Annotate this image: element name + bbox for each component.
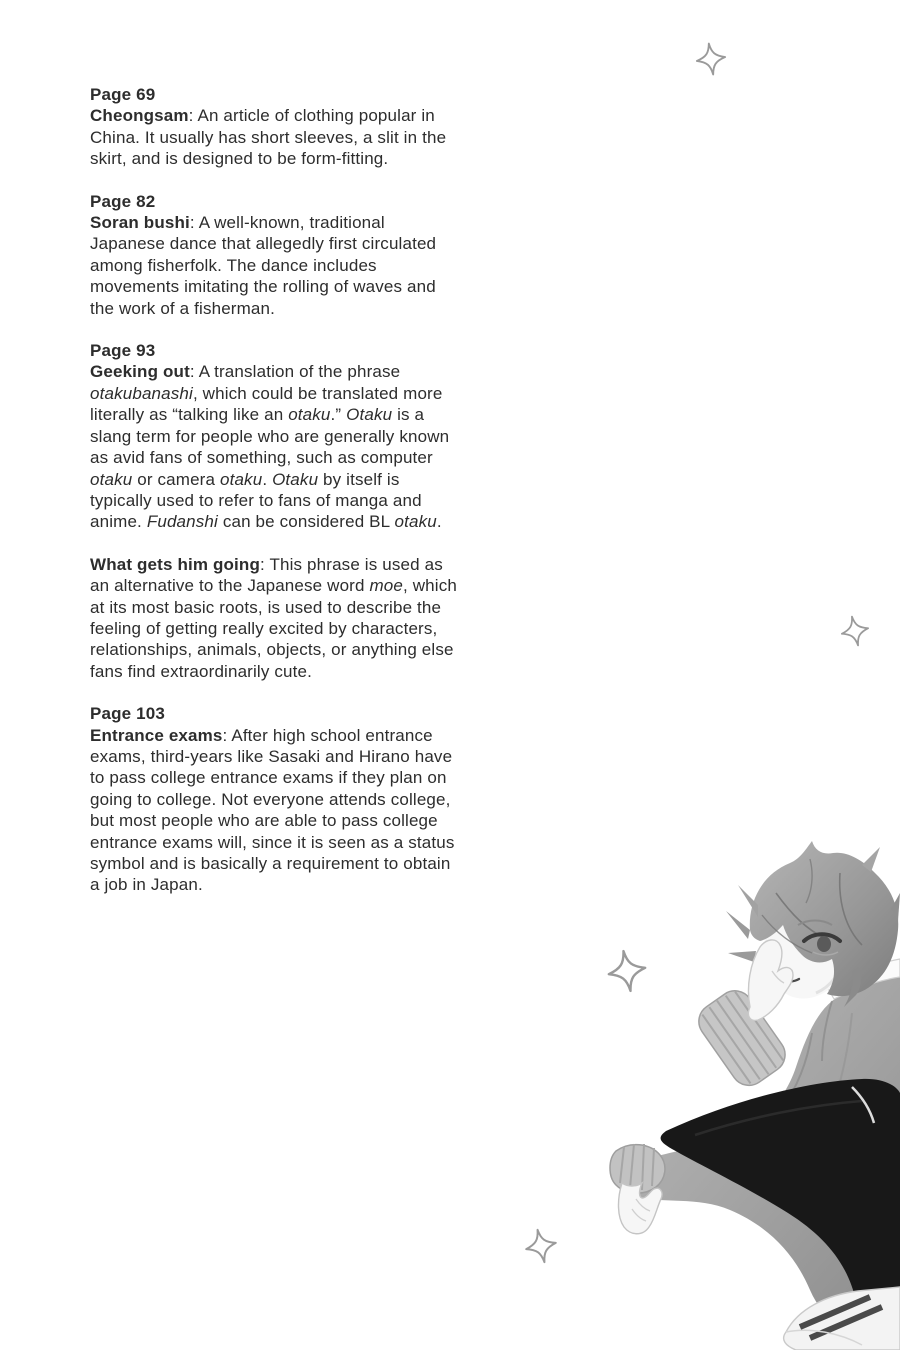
sparkle-icon <box>692 38 731 80</box>
note-text-segment: by itself is typically used to refer to fans of manga and anime. <box>90 469 422 532</box>
note-text-segment: Entrance exams <box>90 725 223 745</box>
note-text-segment: What gets him going <box>90 554 261 574</box>
note-text-segment: otaku <box>394 512 437 532</box>
sneaker <box>784 1287 900 1350</box>
note-text-segment: can be considered BL <box>217 512 395 532</box>
note-text-segment: or camera <box>132 469 220 489</box>
note-text-segment: otaku <box>288 405 331 425</box>
note-text-segment: : After high school entrance exams, third-years like Sasaki and Hirano have to pass college entrance exams if they plan on going to college. Not everyone attends college, but most people who are able to pass college entrance exams will, since it is seen as a status symbol and is basically a requirement to obtain a job in Japan. <box>90 725 455 895</box>
note-text-segment: Cheongsam <box>90 106 189 126</box>
note-entry-what-gets-him-going <box>90 554 458 682</box>
note-text-segment: Fudanshi <box>146 512 218 532</box>
note-section-page-103 <box>90 703 458 896</box>
note-text-segment: Geeking out <box>90 362 190 382</box>
note-text-segment: .” <box>330 405 347 425</box>
note-text-segment: otaku <box>219 469 263 489</box>
note-text-segment: Otaku <box>272 469 319 489</box>
note-section-page-82 <box>90 191 458 319</box>
page-heading: Page 93 <box>90 341 156 361</box>
sparkle-icon <box>519 1224 562 1269</box>
note-entry-cheongsam <box>90 105 458 169</box>
note-section-page-69 <box>90 84 458 170</box>
note-text-segment: Otaku <box>346 405 393 425</box>
hanging-hand <box>618 1183 662 1234</box>
note-text-segment: : A well-known, traditional Japanese dance that allegedly first circulated among fisherfolk. The dance includes movements imitating the rolling of waves and the work of a fisherman. <box>90 213 437 318</box>
note-text-segment: moe <box>369 576 403 596</box>
crouching-boy-illustration <box>600 835 900 1350</box>
note-entry-soran-bushi <box>90 212 458 319</box>
page-heading: Page 82 <box>90 191 156 211</box>
sparkle-icon <box>836 611 874 651</box>
note-entry-geeking-out <box>90 361 458 532</box>
note-text-segment: , which at its most basic roots, is used to describe the feeling of getting really excited by characters, relationships, animals, objects, or anything else fans find extraordinarily cute. <box>90 576 457 681</box>
note-entry-entrance-exams <box>90 725 458 896</box>
note-text-segment: Soran bushi <box>90 213 190 233</box>
note-section-page-93 <box>90 340 458 682</box>
note-text-segment: is a slang term for people who are generally known as avid fans of something, such as computer <box>90 405 450 468</box>
note-text-segment: , which could be translated more literally as “talking like an <box>90 383 443 425</box>
note-text-segment: . <box>262 469 273 489</box>
note-text-segment: otakubanashi <box>90 383 193 403</box>
note-text-segment: : An article of clothing popular in China. It usually has short sleeves, a slit in the skirt, and is designed to be form-fitting. <box>90 106 447 169</box>
page-heading: Page 69 <box>90 85 156 104</box>
note-text-segment: : A translation of the phrase <box>189 362 401 382</box>
notes-column <box>90 84 458 896</box>
note-text-segment: . <box>436 512 442 532</box>
page-heading: Page 103 <box>90 704 165 724</box>
note-text-segment: otaku <box>90 469 133 489</box>
note-text-segment: : This phrase is used as an alternative to the Japanese word <box>90 554 443 596</box>
